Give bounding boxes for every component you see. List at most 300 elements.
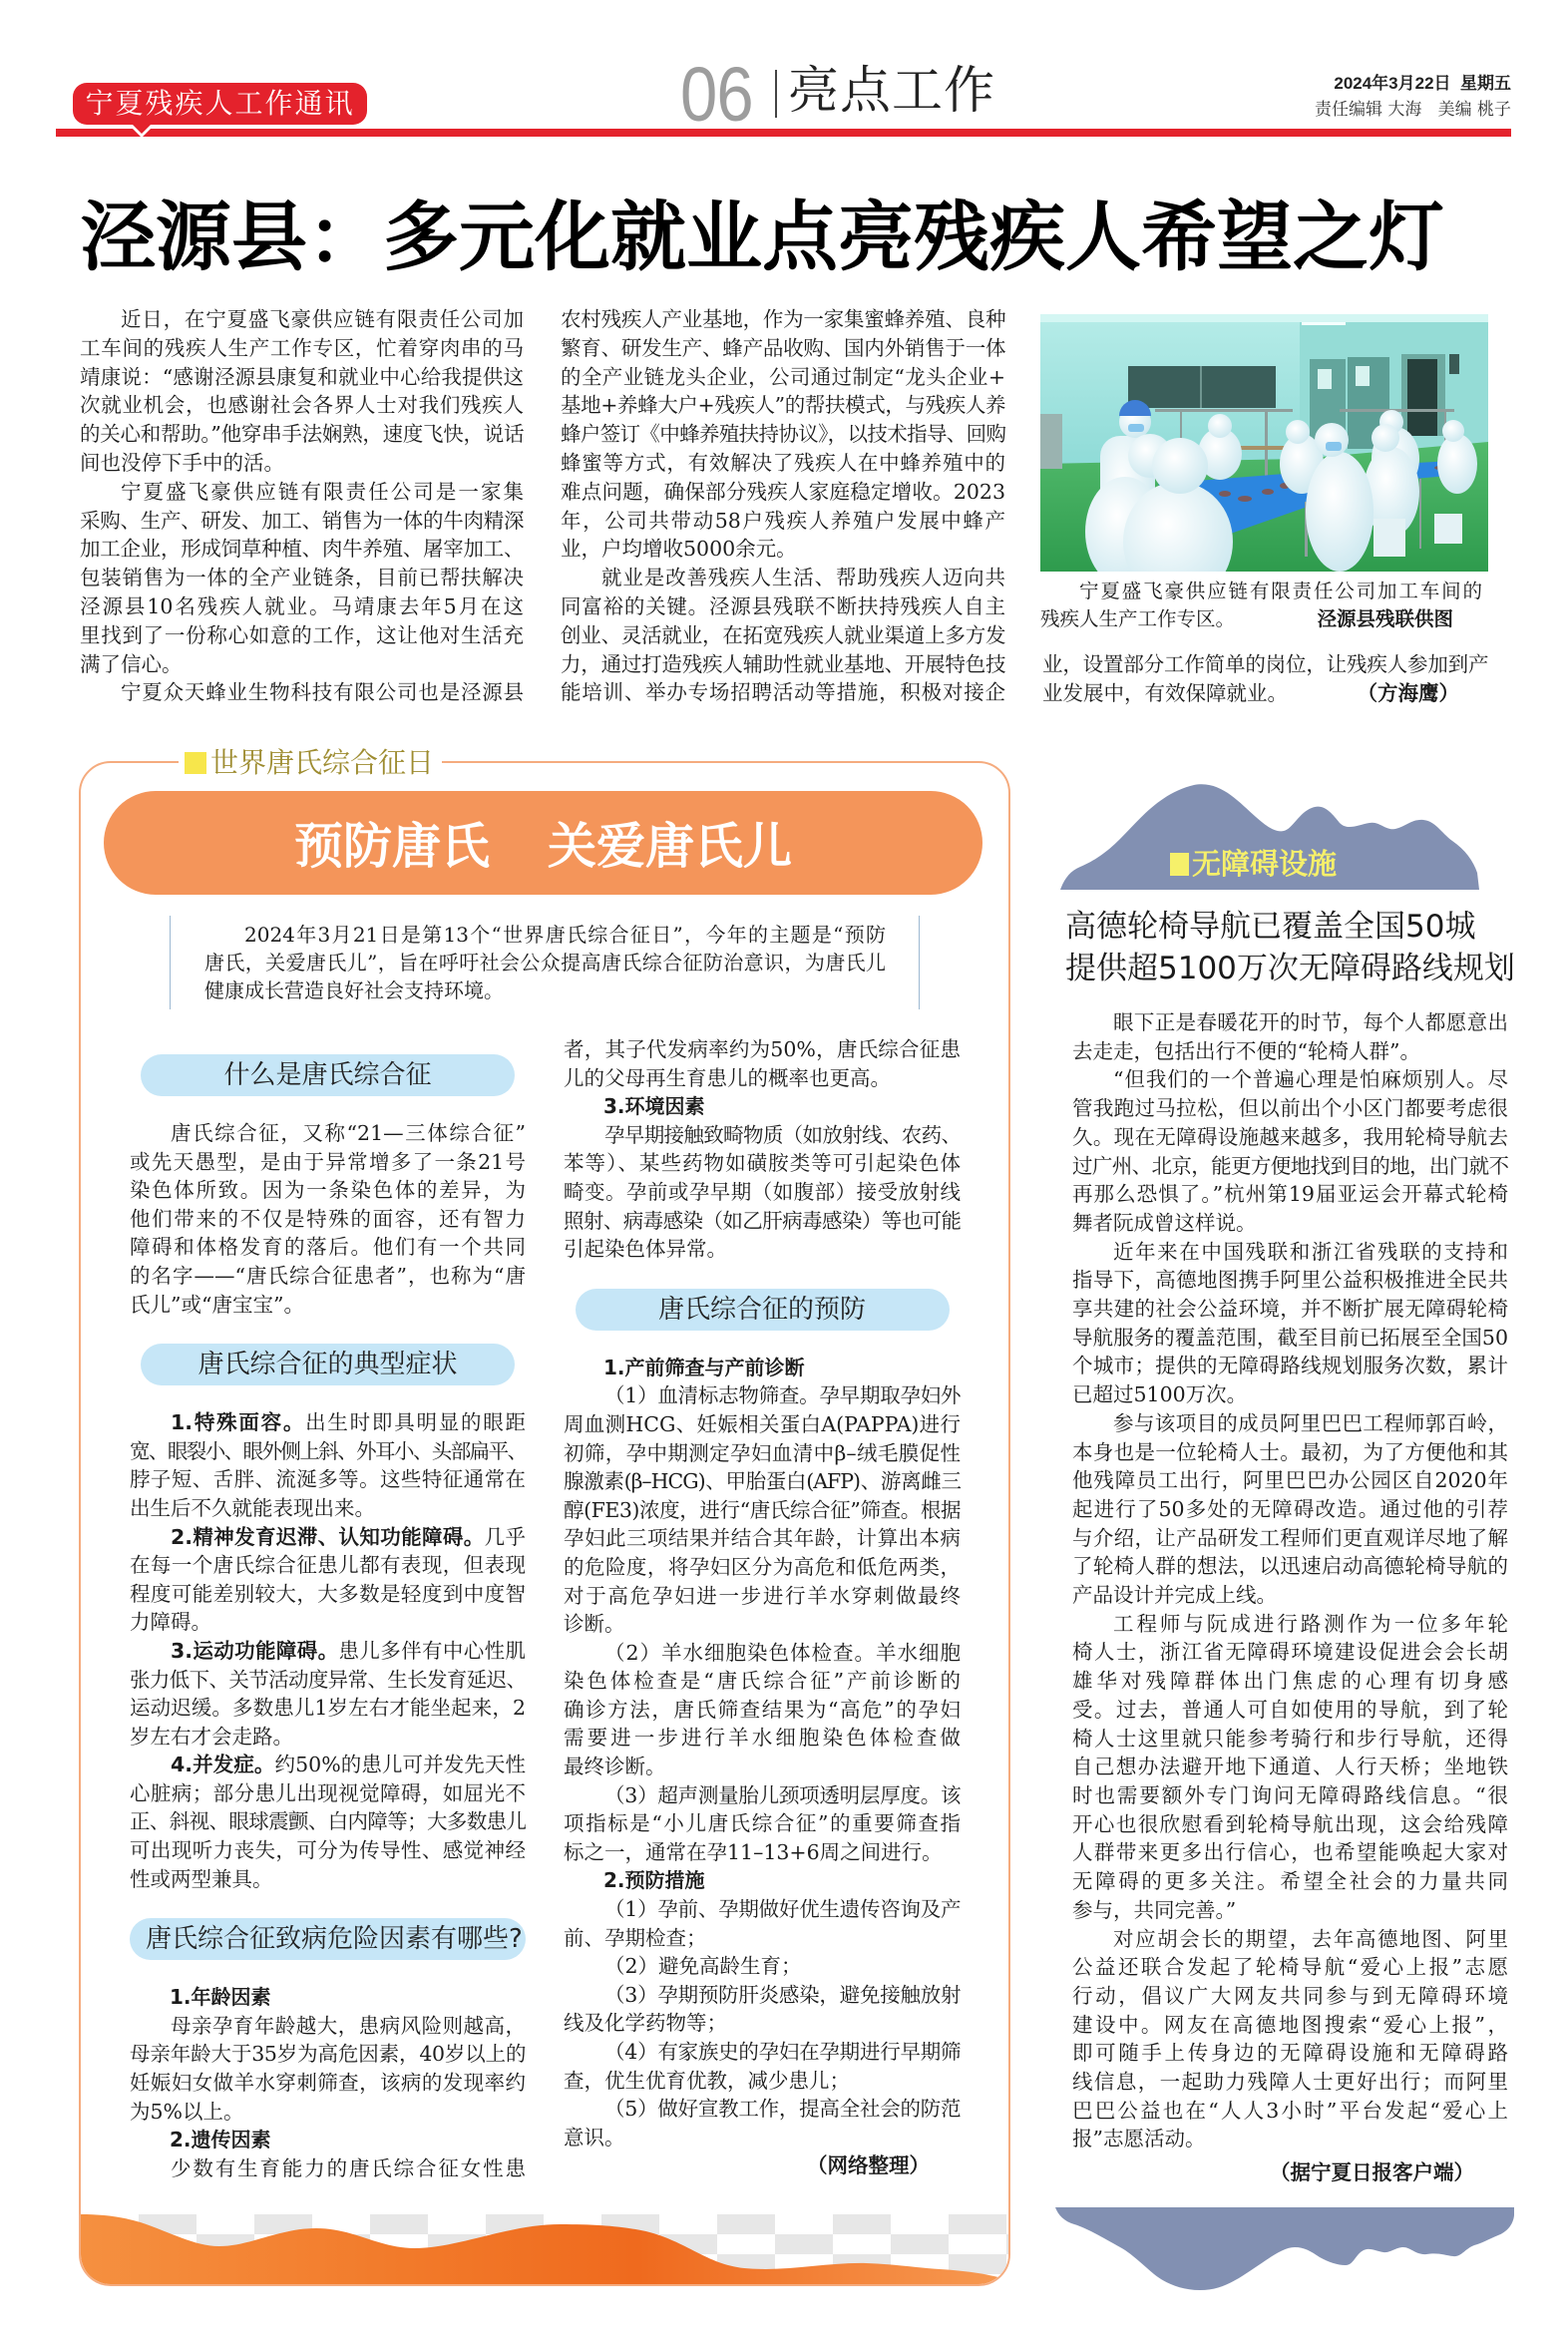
line-text: 采购、生产、研发、加工、销售为一体的牛肉精深	[80, 508, 524, 533]
text-line	[80, 592, 524, 621]
text-line	[564, 1207, 961, 1236]
text-line	[130, 1205, 526, 1234]
line-text: 宽、眼裂小、眼外侧上斜、外耳小、头部扁平、	[130, 1438, 526, 1463]
text-line	[130, 1465, 526, 1494]
line-text: 享共建的社会公益环境，并不断扩展无障碍轮椅	[1072, 1297, 1508, 1322]
line-text: （1）孕前、孕期做好优生遗传咨询及产	[604, 1897, 961, 1922]
text-line	[1042, 650, 1488, 679]
text-line	[561, 621, 1005, 650]
text-line	[130, 1291, 526, 1320]
badge-pointer	[132, 124, 152, 134]
paragraph	[1072, 1008, 1508, 1065]
text-line	[1072, 1667, 1508, 1696]
line-text: 妊娠妇女做羊水穿刺筛查，该病的发现率约	[130, 2071, 526, 2096]
line-text: （3）孕期预防肝炎感染，避免接触放射	[604, 1982, 961, 2007]
paragraph	[130, 2154, 526, 2183]
line-text: 唐氏综合征，又称“21—三体综合征”	[171, 1121, 526, 1145]
text-line	[130, 1807, 526, 1836]
text-line	[1040, 605, 1482, 633]
line-text: 的危险度，将孕妇区分为高危和低危两类，	[564, 1554, 961, 1579]
line-text: 久。现在无障碍设施越来越多，我用轮椅导航去	[1072, 1124, 1508, 1149]
line-text: （5）做好宣教工作，提高全社会的防范	[604, 2097, 961, 2122]
text-line	[564, 1924, 961, 1953]
text-line	[564, 1981, 961, 2010]
line-text: 障碍和体格发育的落后。他们有一个共同	[130, 1235, 526, 1260]
line-text: 少数有生育能力的唐氏综合征女性患	[171, 2155, 526, 2180]
line-text: 报”志愿活动。	[1072, 2127, 1206, 2151]
line-text: 畸变。孕前或孕早期（如腹部）接受放射线	[564, 1179, 961, 1204]
line-text: 周血测HCG、妊娠相关蛋白A(PAPPA)进行	[564, 1411, 961, 1436]
text-line	[1072, 1610, 1508, 1639]
section-name: 亮点工作	[788, 62, 996, 121]
line-text: 难点问题，确保部分残疾人家庭稳定增收。2023	[561, 479, 1005, 504]
line-text: 产品设计并完成上线。	[1072, 1583, 1277, 1608]
heading-pill-row	[130, 1918, 526, 1960]
text-line	[130, 1494, 526, 1523]
line-text: 业发展中，有效保障就业。	[1042, 680, 1288, 705]
text-line	[564, 1149, 961, 1178]
text-line	[564, 1178, 961, 1207]
line-text: 宁夏盛飞豪供应链有限责任公司加工车间的	[1079, 580, 1482, 602]
section-heading-pill: 唐氏综合征的典型症状	[141, 1344, 515, 1385]
text-line	[130, 1176, 526, 1205]
line-text: 母亲孕育年龄越大，患病风险则越高，	[171, 2013, 526, 2038]
line-text: 意识。	[564, 2125, 625, 2150]
line-text: 苯等）、某些药物如磺胺类等可引起染色体	[564, 1151, 961, 1176]
line-text: 张力低下、关节活动度异常、生长发育延迟、	[130, 1667, 526, 1692]
feature-intro-box	[170, 916, 920, 1009]
line-text: 最终诊断。	[564, 1755, 666, 1779]
line-text: 正、斜视、眼球震颤、白内障等；大多数患儿	[130, 1809, 526, 1834]
text-line	[564, 1724, 961, 1753]
line-text: 需要进一步进行羊水细胞染色体检查做	[564, 1726, 961, 1751]
paragraph	[564, 1639, 961, 1781]
text-line	[561, 363, 1005, 392]
paragraph	[204, 921, 886, 1004]
text-line	[1072, 1524, 1508, 1553]
line-text: 近日，在宁夏盛飞豪供应链有限责任公司加	[121, 307, 524, 331]
text-line	[1072, 2011, 1508, 2040]
text-line	[561, 650, 1005, 679]
line-text: 照射、病毒感染（如乙肝病毒感染）等也可能	[564, 1208, 961, 1233]
line-text: 他们带来的不仅是特殊的面容，还有智力	[130, 1206, 526, 1231]
paragraph	[564, 1895, 961, 1952]
text-line	[1072, 1152, 1508, 1181]
line-text: 的关心和帮助。”他穿串手法娴熟，速度飞快，说话	[80, 422, 524, 447]
text-line	[564, 1064, 961, 1093]
text-line	[561, 535, 1005, 564]
line-text: 了轮椅人群的想法，以迅速启动高德轮椅导航的	[1072, 1554, 1508, 1579]
text-line	[130, 2098, 526, 2127]
photo-caption	[1040, 578, 1482, 633]
subheading: 1.产前筛查与产前诊断	[603, 1355, 805, 1379]
line-text: 能培训、举办专场招聘活动等措施，积极对接企	[561, 680, 1005, 705]
lead-column-1	[80, 305, 524, 707]
line-text: 近年来在中国残联和浙江省残联的支持和	[1113, 1239, 1508, 1264]
line-text: 就业是改善残疾人生活、帮助残疾人迈向共	[601, 566, 1005, 590]
feature-banner	[104, 791, 982, 895]
line-text: 公益还联合发起了轮椅导航“爱心上报”志愿	[1072, 1955, 1508, 1980]
line-text: 染色体所致。因为一条染色体的差异，为	[130, 1178, 526, 1203]
text-line	[80, 678, 524, 707]
text-line	[564, 1639, 961, 1668]
line-text: 参与该项目的成员阿里巴巴工程师郭百岭，	[1113, 1410, 1508, 1435]
paragraph	[130, 1523, 526, 1637]
line-text: 与介绍，让产品研发工程师们更直观详尽地了解	[1072, 1525, 1508, 1550]
paragraph	[561, 564, 1005, 707]
line-text: 繁育、研发生产、蜂产品收购、国内外销售于一体	[561, 335, 1005, 360]
text-line	[564, 1381, 961, 1410]
text-line	[564, 1439, 961, 1468]
text-line	[1072, 1725, 1508, 1754]
side-headline-line-2: 提供超5100万次无障碍路线规划	[1065, 950, 1515, 986]
section-heading-pill: 唐氏综合征致病危险因素有哪些?	[130, 1918, 526, 1960]
paragraph	[1072, 1065, 1508, 1237]
text-line	[564, 1696, 961, 1725]
line-text: 染色体检查是“唐氏综合征”产前诊断的	[564, 1669, 961, 1694]
lead-in: 2.精神发育迟滞、认知功能障碍。	[171, 1524, 485, 1549]
line-text: 已超过5100万次。	[1072, 1382, 1248, 1407]
text-line	[1072, 1037, 1508, 1066]
paragraph	[564, 2095, 961, 2151]
text-line	[1072, 1838, 1508, 1867]
text-line	[1072, 1581, 1508, 1610]
paragraph	[80, 478, 524, 679]
line-text: 创业、灵活就业，在拓宽残疾人就业渠道上多方发	[561, 622, 1005, 647]
line-text: 可出现听力丧失，可分为传导性、感觉神经	[130, 1838, 526, 1863]
text-line	[564, 1838, 961, 1867]
text-line	[130, 2154, 526, 2183]
text-line	[80, 535, 524, 564]
text-line	[564, 1781, 961, 1810]
line-text: 去走走，包括出行不便的“轮椅人群”。	[1072, 1038, 1420, 1063]
text-line	[1042, 679, 1488, 708]
line-text: 靖康说：“感谢泾源县康复和就业中心给我提供这	[80, 364, 524, 389]
source-credit: （据宁夏日报客户端）	[1270, 2160, 1474, 2185]
editors-credit: 责任编辑 大海 美编 桃子	[1314, 100, 1511, 120]
line-text: 指导下，高德地图携手阿里公益积极推进全民共	[1072, 1268, 1508, 1293]
lead-in: 4.并发症。	[171, 1753, 275, 1777]
side-article-body	[1072, 1008, 1508, 2187]
banner-title-left: 预防唐氏	[293, 817, 490, 875]
line-text: 雄华对残障群体出门焦虑的心理有切身感	[1072, 1669, 1508, 1694]
text-line	[1072, 1925, 1508, 1954]
line-text: 包装销售为一体的全产业链条，目前已帮扶解决	[80, 566, 524, 590]
text-line	[80, 391, 524, 420]
text-line	[561, 449, 1005, 478]
text-line	[1072, 1094, 1508, 1123]
text-line	[1040, 578, 1482, 605]
line-text: 腺激素(β–HCG)、甲胎蛋白(AFP)、游离雌三	[564, 1469, 961, 1494]
line-text: 氏儿”或“唐宝宝”。	[130, 1292, 304, 1317]
text-line	[561, 305, 1005, 334]
line-text: 宁夏盛飞豪供应链有限责任公司是一家集	[121, 479, 524, 504]
line-text: 母亲年龄大于35岁为高危因素，40岁以上的	[130, 2042, 526, 2067]
line-text: 椅人士，浙江省无障碍环境建设促进会会长胡	[1072, 1640, 1508, 1665]
text-line	[1072, 1380, 1508, 1409]
text-line	[564, 1235, 961, 1264]
text-line	[80, 334, 524, 363]
text-line	[561, 420, 1005, 449]
text-line	[80, 449, 524, 478]
feature-left-column	[130, 1054, 526, 2182]
text-line	[130, 1148, 526, 1177]
text-line	[130, 1233, 526, 1262]
subheading: 2.遗传因素	[170, 2128, 271, 2152]
line-text: 自己想办法避开地下通道、人行天桥；坐地铁	[1072, 1755, 1508, 1779]
source-credit: （网络整理）	[807, 2153, 930, 2178]
feature-section-label	[179, 748, 442, 778]
text-line	[564, 1467, 961, 1496]
heading-pill-row	[130, 1344, 526, 1385]
text-line	[1072, 2097, 1508, 2126]
paragraph	[564, 1121, 961, 1264]
line-text: 工程师与阮成进行路测作为一位多年轮	[1113, 1611, 1508, 1636]
paragraph	[80, 305, 524, 478]
text-line	[564, 2095, 961, 2124]
line-text: 查，优生优育优教，减少患儿；	[564, 2068, 850, 2093]
paragraph	[1072, 1409, 1508, 1610]
text-line	[1072, 1266, 1508, 1295]
text-line	[80, 305, 524, 334]
text-line	[564, 1952, 961, 1981]
line-text: 线信息，一起助力残障人士更好出行；而阿里	[1072, 2070, 1508, 2095]
line-text: 儿的父母再生育患儿的概率也更高。	[564, 1065, 891, 1090]
line-text: 初筛，孕中期测定孕妇血清中β–绒毛膜促性	[564, 1440, 961, 1465]
paragraph	[1072, 1610, 1508, 1925]
paragraph	[561, 305, 1005, 564]
line-text: 者，其子代发病率约为50%，唐氏综合征患	[564, 1037, 961, 1061]
line-text: 次就业机会，也感谢社会各界人士对我们残疾人	[80, 393, 524, 418]
text-line	[1072, 1209, 1508, 1238]
line-text: 在每一个唐氏综合征患儿都有表现，但表现	[130, 1553, 526, 1578]
line-text: 蜂户签订《中蜂养殖扶持协议》，以技术指导、回购	[561, 422, 1005, 447]
line-text: 运动迟缓。多数患儿1岁左右才能坐起来，2	[130, 1696, 526, 1721]
text-line	[564, 1809, 961, 1838]
lead-in: 3.运动功能障碍。	[171, 1638, 339, 1663]
text-line	[130, 1666, 526, 1695]
text-line	[1072, 1495, 1508, 1524]
text-line	[130, 2040, 526, 2069]
line-text: 线及化学药物等；	[564, 2011, 727, 2036]
text-line	[204, 949, 886, 977]
line-text: 过广州、北京，能更方便地找到目的地，出门就不	[1072, 1153, 1508, 1178]
heading-pill-row	[130, 1054, 526, 1096]
line-text: 本身也是一位轮椅人士。最初，为了方便他和其	[1072, 1439, 1508, 1464]
line-text: 出生时即具明显的眼距	[305, 1410, 527, 1435]
text-line	[561, 334, 1005, 363]
issue-date: 2024年3月22日 星期五	[1334, 74, 1511, 93]
line-text: 残疾人生产工作专区。	[1040, 607, 1236, 630]
line-text: 舞者阮成曾这样说。	[1072, 1210, 1257, 1235]
line-text: 泾源县10名残疾人就业。马靖康去年5月在这	[80, 593, 524, 618]
text-line	[564, 1121, 961, 1150]
lead-column-3	[1042, 650, 1488, 708]
text-line	[130, 1751, 526, 1779]
paragraph	[564, 2038, 961, 2095]
paragraph	[564, 1035, 961, 1092]
line-text: （3）超声测量胎儿颈项透明层厚度。该	[604, 1782, 961, 1807]
byline: 泾源县残联供图	[1317, 607, 1453, 630]
line-text: 力障碍。	[130, 1610, 211, 1635]
line-text: 确诊方法，唐氏筛查结果为“高危”的孕妇	[564, 1697, 961, 1722]
text-line	[1072, 1982, 1508, 2011]
text-line	[130, 1119, 526, 1148]
workshop-photo	[1040, 314, 1488, 572]
text-line	[561, 564, 1005, 592]
line-text: 个城市；提供的无障碍路线规划服务次数，累计	[1072, 1354, 1508, 1378]
section-heading-pill: 唐氏综合征的预防	[576, 1289, 950, 1331]
page-number: 06	[680, 52, 753, 138]
paragraph	[130, 2012, 526, 2126]
line-text: 满了信心。	[80, 651, 183, 676]
line-text: 脖子短、舌胖、流涎多等。这些特征通常在	[130, 1467, 526, 1492]
line-text: （2）羊水细胞染色体检查。羊水细胞	[604, 1640, 961, 1665]
workshop-photo-image	[1040, 314, 1488, 572]
line-text: 间也没停下手中的活。	[80, 450, 284, 475]
line-text: 建设中。网友在高德地图搜索“爱心上报”，	[1072, 2012, 1508, 2037]
text-line	[564, 2124, 961, 2152]
text-line	[130, 2069, 526, 2098]
text-line	[564, 1035, 961, 1064]
text-line	[1072, 1324, 1508, 1353]
text-line	[1072, 1953, 1508, 1982]
text-line	[130, 1523, 526, 1552]
line-text: 2024年3月21日是第13个“世界唐氏综合征日”，今年的主题是“预防	[244, 923, 886, 947]
text-line	[130, 1694, 526, 1723]
line-text: 性或两型兼具。	[130, 1866, 273, 1891]
paragraph	[130, 1408, 526, 1522]
side-headline	[1065, 907, 1515, 989]
text-line	[1072, 1438, 1508, 1467]
side-section-label	[1170, 849, 1337, 879]
text-line	[130, 1865, 526, 1894]
text-line	[564, 1524, 961, 1553]
text-line	[130, 1262, 526, 1291]
text-line	[1072, 1638, 1508, 1667]
text-line	[1072, 1781, 1508, 1810]
line-text: 基地+养蜂大户+残疾人”的帮扶模式，与残疾人养	[561, 393, 1005, 418]
line-text: 出生后不久就能表现出来。	[130, 1495, 375, 1520]
line-text: 加工企业，形成饲草种植、肉牛养殖、屠宰加工、	[80, 537, 524, 562]
text-line	[564, 2038, 961, 2067]
line-text: 导航服务的覆盖范围，截至目前已拓展至全国50	[1072, 1325, 1508, 1350]
paragraph	[564, 1781, 961, 1867]
paragraph	[130, 1119, 526, 1319]
byline: （方海鹰）	[1357, 680, 1459, 705]
line-text: 椅人士这里就只能参考骑行和步行导航，还得	[1072, 1726, 1508, 1751]
text-line	[80, 420, 524, 449]
text-line	[130, 1836, 526, 1865]
text-line	[130, 1437, 526, 1466]
text-line	[1072, 1123, 1508, 1152]
text-line	[564, 1496, 961, 1525]
text-line	[1072, 1295, 1508, 1324]
line-text: 巴巴公益也在“人人3小时”平台发起“爱心上	[1072, 2098, 1508, 2123]
text-line	[1072, 1409, 1508, 1438]
text-line	[80, 621, 524, 650]
yellow-square-marker-icon	[185, 752, 206, 774]
paragraph	[564, 1981, 961, 2038]
text-line	[1072, 2039, 1508, 2068]
feature-intro-text	[204, 921, 886, 1004]
line-text: 他残障员工出行，阿里巴巴办公园区自2020年	[1072, 1468, 1508, 1493]
line-text: 或先天愚型，是由于异常增多了一条21号	[130, 1149, 526, 1174]
line-text: 宁夏众天蜂业生物科技有限公司也是泾源县	[121, 680, 524, 705]
text-line	[204, 977, 886, 1004]
lead-in: 1.特殊面容。	[171, 1410, 306, 1435]
line-text: 业，设置部分工作简单的岗位，让残疾人参加到产	[1042, 652, 1488, 676]
text-line	[564, 1610, 961, 1639]
text-line	[561, 507, 1005, 536]
side-headline-line-1: 高德轮椅导航已覆盖全国50城	[1065, 909, 1476, 945]
text-line	[564, 1410, 961, 1439]
line-text: 行动，倡议广大网友共同参与到无障碍环境	[1072, 1983, 1508, 2008]
line-text: 的名字——“唐氏综合征患者”，也称为“唐	[130, 1263, 526, 1288]
text-line	[130, 1551, 526, 1580]
text-line	[1072, 2125, 1508, 2153]
lead-column-2	[561, 305, 1005, 707]
text-line	[564, 1753, 961, 1781]
text-line	[1072, 1352, 1508, 1380]
line-text: 孕早期接触致畸物质（如放射线、农药、	[604, 1122, 961, 1147]
line-text: 项指标是“小儿唐氏综合征”的重要筛查指	[564, 1811, 961, 1836]
text-line	[561, 478, 1005, 507]
feature-right-column	[564, 1035, 961, 2180]
paragraph	[1042, 650, 1488, 708]
line-text: 前、孕期检查；	[564, 1925, 707, 1950]
subheading: 1.年龄因素	[170, 1985, 271, 2010]
heading-pill-row	[564, 1289, 961, 1331]
section-heading-pill: 什么是唐氏综合征	[141, 1054, 515, 1096]
text-line	[204, 921, 886, 949]
text-line	[564, 1553, 961, 1582]
paragraph	[1040, 578, 1482, 633]
text-line	[1072, 2068, 1508, 2097]
orange-wave-graphic	[81, 2214, 1008, 2284]
line-text: 农村残疾人产业基地，作为一家集蜜蜂养殖、良种	[561, 307, 1005, 331]
side-section-label-text: 无障碍设施	[1192, 847, 1338, 881]
line-text: 对于高危孕妇进一步进行羊水穿刺做最终	[564, 1583, 961, 1608]
line-text: 起进行了50多处的无障碍改造。通过他的引荐	[1072, 1496, 1508, 1521]
text-line	[564, 1895, 961, 1924]
text-line	[80, 564, 524, 592]
text-line	[561, 391, 1005, 420]
paragraph	[130, 1637, 526, 1751]
text-line	[1072, 1180, 1508, 1209]
line-text: 孕妇此三项结果并结合其年龄，计算出本病	[564, 1526, 961, 1551]
line-text: 时也需要额外专门询问无障碍路线信息。“很	[1072, 1782, 1508, 1807]
line-text: 业，户均增收5000余元。	[561, 537, 797, 562]
text-line	[1072, 1466, 1508, 1495]
text-line	[1072, 1753, 1508, 1781]
feature-box-wave-decoration	[81, 2214, 1008, 2284]
text-line	[564, 1582, 961, 1611]
line-text: 醇(FE3)浓度，进行“唐氏综合征”筛查。根据	[564, 1497, 961, 1522]
line-text: （4）有家族史的孕妇在孕期进行早期筛	[604, 2040, 961, 2064]
text-line	[130, 1723, 526, 1752]
line-text: 参与，共同完善。”	[1072, 1897, 1237, 1922]
bottom-wave-ornament-icon	[1055, 2207, 1514, 2294]
line-text: 工车间的残疾人生产工作专区，忙着穿肉串的马	[80, 335, 524, 360]
line-text: 为5%以上。	[130, 2099, 244, 2124]
line-text: 里找到了一份称心如意的工作，这让他对生活充	[80, 622, 524, 647]
line-text: 人群带来更多出行信心，也希望能唤起大家对	[1072, 1840, 1508, 1865]
line-text: 约50%的患儿可并发先天性	[274, 1753, 526, 1777]
feature-section-label-text: 世界唐氏综合征日	[210, 746, 435, 779]
text-line	[80, 478, 524, 507]
text-line	[564, 2009, 961, 2038]
